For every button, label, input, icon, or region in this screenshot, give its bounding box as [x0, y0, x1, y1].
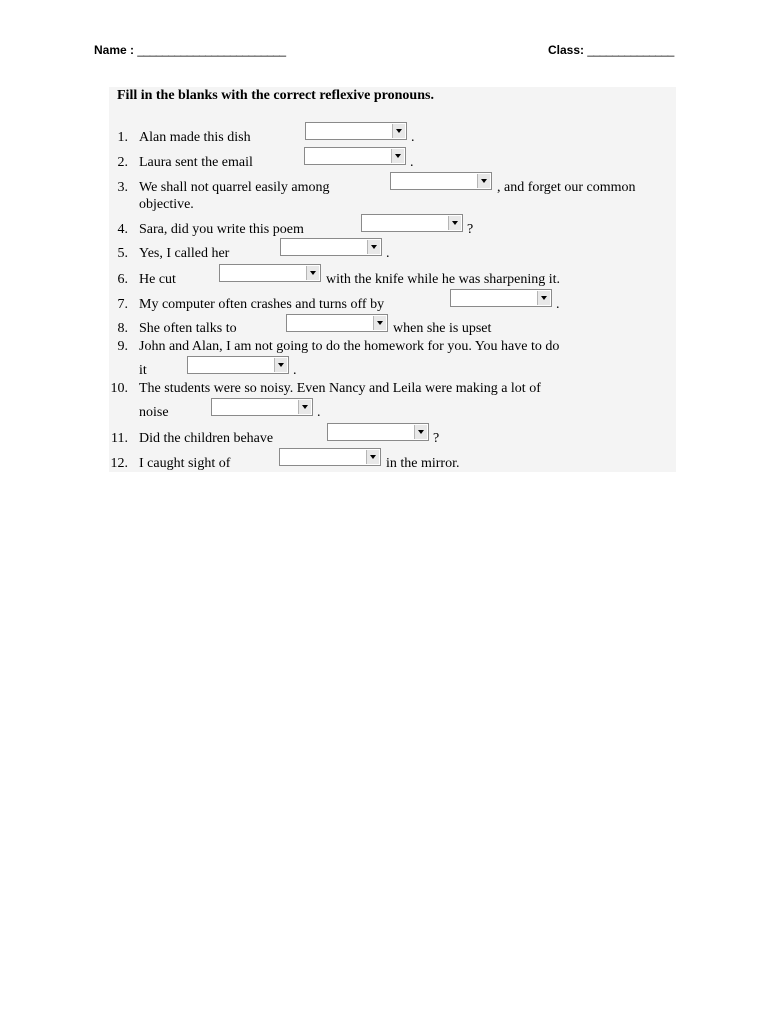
- answer-dropdown-2[interactable]: [304, 147, 406, 165]
- question-number: 9.: [117, 339, 128, 354]
- question-text: He cut: [139, 272, 176, 287]
- question-number: 11.: [111, 431, 128, 446]
- answer-dropdown-9[interactable]: [187, 356, 289, 374]
- chevron-down-icon: [537, 291, 550, 305]
- question-suffix: .: [386, 246, 390, 261]
- question-continuation: objective.: [139, 197, 194, 212]
- answer-dropdown-11[interactable]: [327, 423, 429, 441]
- answer-dropdown-12[interactable]: [279, 448, 381, 466]
- question-suffix: , and forget our common: [497, 180, 636, 195]
- question-text: Sara, did you write this poem: [139, 222, 304, 237]
- question-suffix: .: [411, 130, 415, 145]
- answer-dropdown-4[interactable]: [361, 214, 463, 232]
- chevron-down-icon: [448, 216, 461, 230]
- question-number: 12.: [110, 456, 128, 471]
- answer-dropdown-7[interactable]: [450, 289, 552, 307]
- question-suffix: in the mirror.: [386, 456, 460, 471]
- answer-dropdown-1[interactable]: [305, 122, 407, 140]
- chevron-down-icon: [366, 450, 379, 464]
- exercise-title: Fill in the blanks with the correct reflexive pronouns.: [117, 88, 434, 103]
- question-suffix: .: [556, 297, 560, 312]
- question-number: 5.: [117, 246, 128, 261]
- question-number: 10.: [110, 381, 128, 396]
- question-number: 7.: [117, 297, 128, 312]
- question-text: John and Alan, I am not going to do the homework for you. You have to do: [139, 339, 560, 354]
- question-number: 6.: [117, 272, 128, 287]
- question-number: 1.: [117, 130, 128, 145]
- chevron-down-icon: [274, 358, 287, 372]
- question-continuation: it: [139, 363, 147, 378]
- class-blank: ______________: [587, 43, 674, 57]
- question-text: Laura sent the email: [139, 155, 253, 170]
- question-text: Alan made this dish: [139, 130, 251, 145]
- question-text: Yes, I called her: [139, 246, 230, 261]
- question-text: Did the children behave: [139, 431, 274, 446]
- question-suffix: .: [317, 405, 321, 420]
- chevron-down-icon: [367, 240, 380, 254]
- chevron-down-icon: [414, 425, 427, 439]
- question-number: 2.: [117, 155, 128, 170]
- answer-dropdown-5[interactable]: [280, 238, 382, 256]
- question-suffix: .: [293, 363, 297, 378]
- name-field: [94, 43, 286, 57]
- class-label: Class:: [548, 43, 585, 57]
- class-field: [548, 43, 674, 57]
- answer-dropdown-6[interactable]: [219, 264, 321, 282]
- question-text: I caught sight of: [139, 456, 231, 471]
- question-text: The students were so noisy. Even Nancy and Leila were making a lot of: [139, 381, 541, 396]
- answer-dropdown-8[interactable]: [286, 314, 388, 332]
- chevron-down-icon: [306, 266, 319, 280]
- chevron-down-icon: [392, 124, 405, 138]
- question-suffix: ?: [467, 222, 474, 237]
- question-text: My computer often crashes and turns off by: [139, 297, 385, 312]
- answer-dropdown-3[interactable]: [390, 172, 492, 190]
- name-label: Name :: [94, 43, 135, 57]
- question-number: 8.: [117, 321, 128, 336]
- question-number: 4.: [117, 222, 128, 237]
- name-blank: ________________________: [137, 43, 286, 57]
- question-text: She often talks to: [139, 321, 237, 336]
- chevron-down-icon: [391, 149, 404, 163]
- question-suffix: .: [410, 155, 414, 170]
- question-number: 3.: [117, 180, 128, 195]
- chevron-down-icon: [373, 316, 386, 330]
- chevron-down-icon: [477, 174, 490, 188]
- question-suffix: with the knife while he was sharpening it.: [326, 272, 561, 287]
- question-continuation: noise: [139, 405, 169, 420]
- question-text: We shall not quarrel easily among: [139, 180, 330, 195]
- answer-dropdown-10[interactable]: [211, 398, 313, 416]
- question-suffix: ?: [433, 431, 440, 446]
- chevron-down-icon: [298, 400, 311, 414]
- question-suffix: when she is upset: [393, 321, 492, 336]
